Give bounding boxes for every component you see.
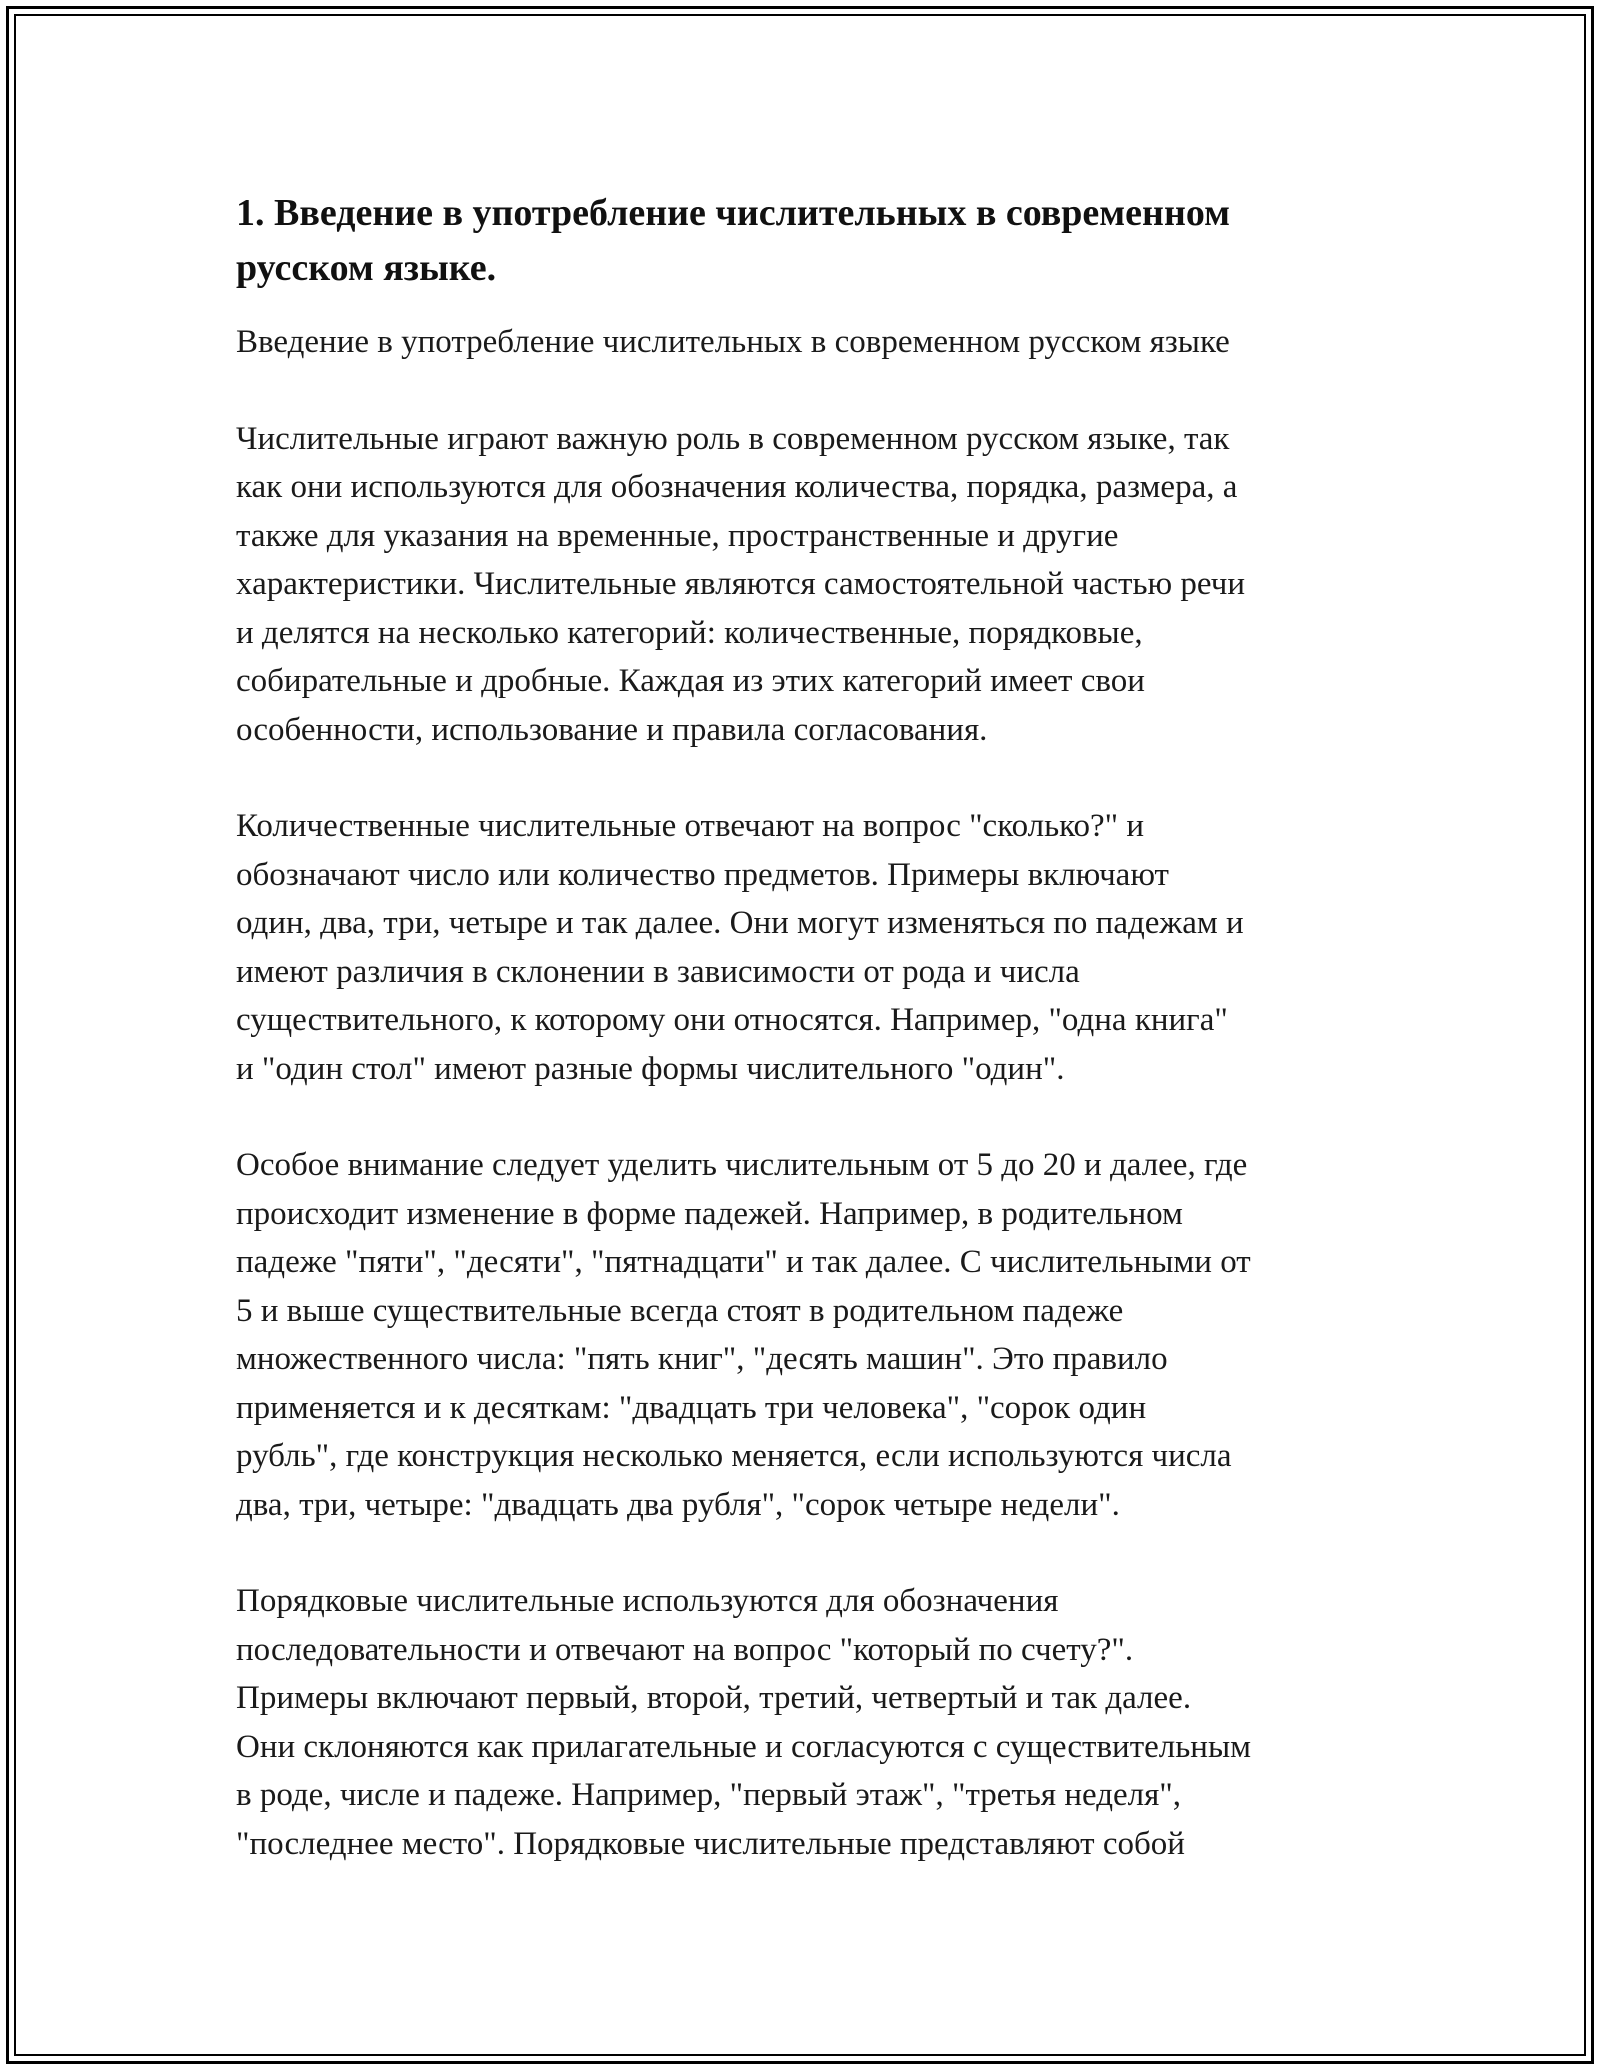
paragraph-cardinal: Количественные числительные отвечают на вопрос "сколько?" и обозначают число или количество предметов. Примеры включают один, два, три, четыре и так далее. Они могут изменяться по падежам и имеют различия в склонении в зависимости от рода и числа существительного, к которому они относятся. Например, "одна книга" и "один стол" имеют разные формы числительного "один". — [236, 808, 1244, 1087]
paragraph-ordinal: Порядковые числительные используются для обозначения последовательности и отвечают на вопрос "который по счету?". Примеры включают первый, второй, третий, четвертый и так далее. Они склоняются как прилагательные и согласуются с существительным в роде, числе и падеже. Например, "первый этаж", "третья неделя", "последнее место". Порядковые числительные представляют собой — [236, 1583, 1252, 1862]
document-body — [236, 186, 1376, 1916]
paragraph-intro: Числительные играют важную роль в современном русском языке, так как они используются для обозначения количества, порядка, размера, а также для указания на временные, пространственные и другие характеристики. Числительные являются самостоятельной частью речи и делятся на несколько категорий: количественные, порядковые, собирательные и дробные. Каждая из этих категорий имеет свои особенности, использование и правила согласования. — [236, 420, 1245, 748]
section-heading: 1. Введение в употребление числительных в современном русском языке. — [236, 192, 1230, 289]
paragraph-subtitle: Введение в употребление числительных в современном русском языке — [236, 324, 1230, 360]
paragraph-five-to-twenty: Особое внимание следует уделить числительным от 5 до 20 и далее, где происходит изменение в форме падежей. Например, в родительном падеже "пяти", "десяти", "пятнадцати" и так далее. С числительными от 5 и выше существительные всегда стоят в родительном падеже множественного числа: "пять книг", "десять машин". Это правило применяется и к десяткам: "двадцать три человека", "сорок один рубль", где конструкция несколько меняется, если используются числа два, три, четыре: "двадцать два рубля", "сорок четыре недели". — [236, 1147, 1251, 1523]
